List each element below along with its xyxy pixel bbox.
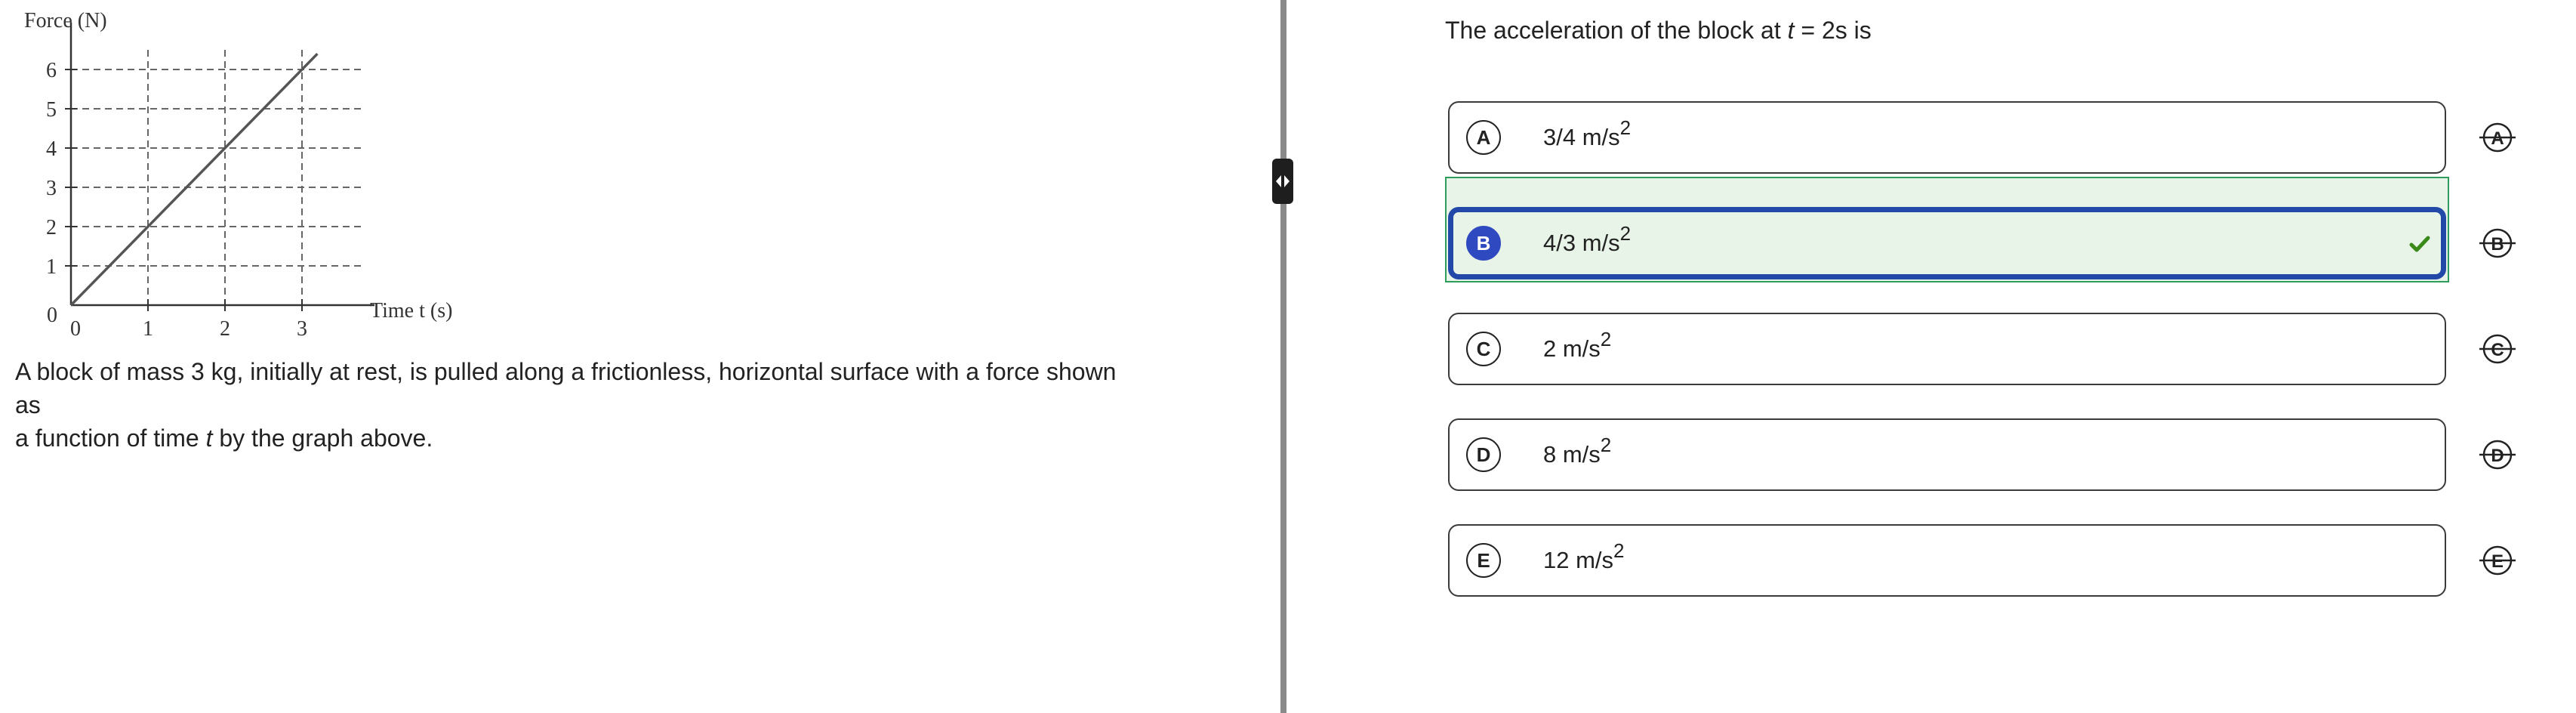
y-axis-label: Force (N)	[24, 9, 107, 32]
y-tick-labels	[46, 59, 57, 279]
x-tick-label-0: 0	[70, 317, 81, 340]
choice-b-text	[1543, 222, 1632, 260]
y-tick-label-4: 4	[46, 137, 57, 161]
choice-e-text	[1543, 539, 1625, 577]
choice-a-text	[1543, 116, 1632, 154]
question-var-t: t	[1787, 17, 1795, 44]
y-tick-label-6: 6	[46, 59, 57, 82]
eliminate-b-letter: B	[2491, 234, 2504, 255]
problem-text-1: A block of mass 3 kg, initially at rest, is pulled along a frictionless, horizontal surface with a force shown as	[15, 358, 1117, 418]
force-series-line	[71, 54, 317, 305]
choice-c-exponent: 2	[1600, 328, 1612, 350]
question-pane	[1286, 0, 2576, 713]
x-axis-label: Time t (s)	[370, 299, 453, 323]
eliminate-e-letter: E	[2491, 551, 2504, 572]
eliminate-b-icon[interactable]	[2478, 224, 2517, 263]
choice-c-button[interactable]	[1448, 313, 2446, 385]
choice-b-button[interactable]	[1448, 207, 2446, 279]
question-stem	[1445, 14, 1872, 47]
eliminate-d-letter: D	[2491, 446, 2504, 466]
choice-d-letter: D	[1466, 437, 1501, 472]
question-text-2: = 2s is	[1794, 17, 1872, 44]
x-tick-labels	[70, 317, 307, 340]
force-time-graph	[8, 0, 536, 340]
graph-axes	[65, 23, 374, 311]
eliminate-e-icon[interactable]	[2478, 541, 2517, 580]
choice-b-letter: B	[1466, 226, 1501, 261]
y-tick-label-2: 2	[46, 216, 57, 239]
choice-d-value: 8 m/s	[1543, 441, 1601, 468]
y-tick-label-3: 3	[46, 177, 57, 200]
y-tick-label-1: 1	[46, 255, 57, 279]
question-text-1: The acceleration of the block at	[1445, 17, 1788, 44]
eliminate-a-icon[interactable]	[2478, 118, 2517, 157]
choice-a-letter: A	[1466, 120, 1501, 155]
passage-pane	[0, 0, 1280, 713]
choice-d-row	[1448, 418, 2446, 491]
x-tick-label-2: 2	[220, 317, 230, 340]
eliminate-c-letter: C	[2491, 340, 2504, 360]
choice-e-button[interactable]	[1448, 524, 2446, 597]
choice-c-row	[1448, 313, 2446, 385]
checkmark-icon	[2407, 231, 2433, 257]
choice-d-exponent: 2	[1600, 434, 1612, 456]
choice-e-exponent: 2	[1613, 539, 1625, 562]
graph-grid	[71, 50, 364, 305]
eliminate-d-icon[interactable]	[2478, 435, 2517, 474]
eliminate-a-letter: A	[2491, 128, 2504, 149]
x-tick-label-1: 1	[143, 317, 153, 340]
eliminate-c-icon[interactable]	[2478, 329, 2517, 369]
choice-a-exponent: 2	[1619, 116, 1632, 139]
choice-c-text	[1543, 328, 1612, 366]
choice-d-text	[1543, 434, 1612, 471]
choice-c-letter: C	[1466, 332, 1501, 366]
problem-var-t: t	[205, 424, 213, 452]
choice-a-value: 3/4 m/s	[1543, 124, 1620, 150]
pane-divider[interactable]	[1280, 0, 1286, 713]
x-tick-label-3: 3	[297, 317, 307, 340]
choice-e-row	[1448, 524, 2446, 597]
choice-a-button[interactable]	[1448, 101, 2446, 174]
choice-b-value: 4/3 m/s	[1543, 230, 1620, 256]
choice-b-row	[1448, 207, 2446, 279]
choice-d-button[interactable]	[1448, 418, 2446, 491]
choice-e-letter: E	[1466, 543, 1501, 578]
origin-label: 0	[47, 304, 57, 327]
problem-text-2: a function of time	[15, 424, 206, 452]
choice-c-value: 2 m/s	[1543, 335, 1601, 362]
choice-a-row	[1448, 101, 2446, 174]
problem-statement	[15, 355, 1140, 455]
y-tick-label-5: 5	[46, 98, 57, 122]
choice-b-exponent: 2	[1619, 222, 1632, 245]
choice-e-value: 12 m/s	[1543, 547, 1614, 573]
problem-text-3: by the graph above.	[212, 424, 433, 452]
